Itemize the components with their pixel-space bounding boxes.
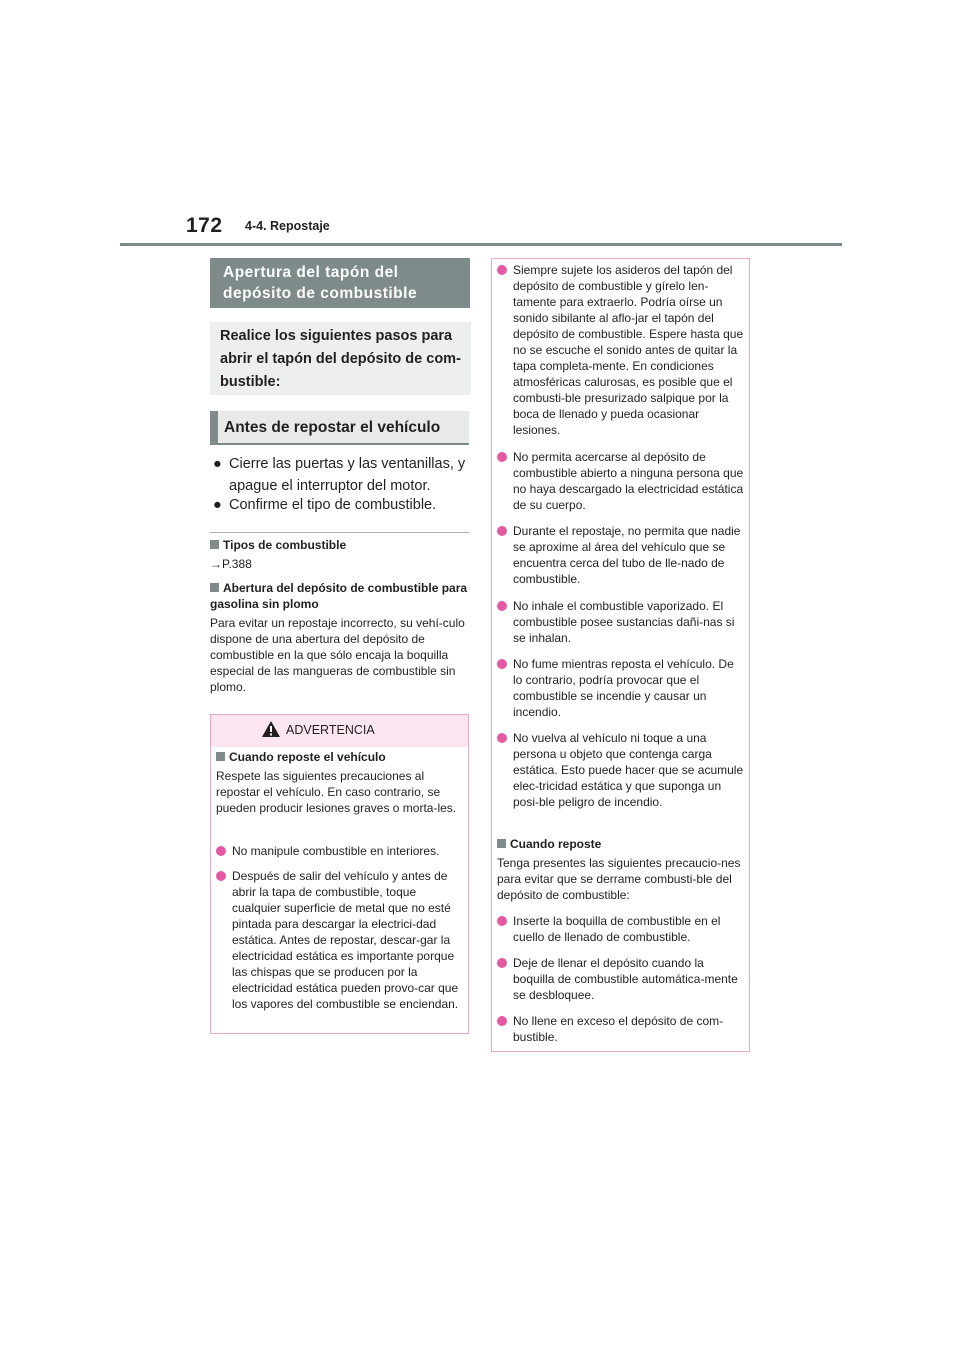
bullet-dot-icon — [497, 958, 507, 968]
square-bullet-icon — [497, 839, 506, 848]
intro-box: Realice los siguientes pasos para abrir el tapón del depósito de com-bustible: — [210, 322, 471, 395]
warning-item: No manipule combustible en interiores. — [216, 843, 466, 861]
fuel-types-title: Tipos de combustible — [210, 537, 470, 553]
bullet-dot-icon — [497, 916, 507, 926]
bullet-dot-icon — [497, 265, 507, 275]
warning-intro: Tenga presentes las siguientes precaucio-nes para evitar que se derrame combusti-ble del depósito de combustible: — [497, 856, 741, 902]
bullet-dot-icon — [497, 659, 507, 669]
warning-subtitle: Cuando reposte — [497, 836, 747, 852]
bullet-dot-icon — [497, 1016, 507, 1026]
section-title: 4-4. Repostaje — [245, 219, 330, 233]
warning-item: No inhale el combustible vaporizado. El combustible posee sustancias dañi-nas si se inhalan. — [497, 598, 747, 646]
warning-item: No permita acercarse al depósito de combustible abierto a ninguna persona que no haya descargado la electricidad estática de su cuerpo. — [497, 449, 747, 515]
page-reference: →P.388 — [210, 557, 252, 571]
page-number: 172 — [186, 214, 223, 237]
square-bullet-icon — [210, 540, 219, 549]
warning-intro: Respete las siguientes precauciones al repostar el vehículo. En caso contrario, se pueden producir lesiones graves o morta-les. — [216, 769, 457, 815]
sub-heading: Antes de repostar el vehículo — [210, 411, 469, 445]
opening-body: Para evitar un repostaje incorrecto, su vehí-culo dispone de una abertura del depósito de combustible en la que sólo encaja la boquilla especial de las mangueras de combustible sin plomo. — [210, 616, 465, 694]
main-heading: Apertura del tapón del depósito de combustible — [210, 258, 470, 308]
warning-icon — [261, 720, 281, 738]
warning-header — [211, 715, 468, 747]
warning-item: Inserte la boquilla de combustible en el cuello de llenado de combustible. — [497, 913, 747, 947]
warning-box — [210, 714, 469, 1034]
warning-item: Después de salir del vehículo y antes de abrir la tapa de combustible, toque cualquier superficie de metal que no esté pintada para descargar la electrici-dad estática. Antes de repostar, descar-gar la electricidad estática es importante porque las chispas que se producen por la electricidad estática pueden provo-car que los vapores del combustible se enciendan. — [216, 868, 466, 1028]
bullet-dot-icon — [497, 526, 507, 536]
warning-item: Deje de llenar el depósito cuando la boquilla de combustible automática-mente se desbloquee. — [497, 955, 747, 1005]
bullet-dot-icon — [216, 871, 226, 881]
bullet-item: ● Cierre las puertas y las ventanillas, y apague el interruptor del motor. — [213, 456, 466, 494]
warning-subtitle: Cuando reposte el vehículo — [216, 749, 466, 765]
opening-title: Abertura del depósito de combustible para gasolina sin plomo — [210, 581, 468, 611]
header-rule — [120, 243, 842, 246]
bullet-dot-icon — [497, 733, 507, 743]
warning-box-continued — [491, 258, 750, 1052]
bullet-item: ● Confirme el tipo de combustible. — [213, 497, 437, 513]
warning-item: Siempre sujete los asideros del tapón del depósito de combustible y gírelo len-tamente para extraerlo. Podría oírse un sonido sibilante al aflo-jar el tapón del depósito de combustible. Espere hasta que no se escuche el sonido antes de quitar la tapa completa-mente. En condiciones atmosféricas calurosas, es posible que el combusti-ble presurizado salpique por la boca de llenado y pueda ocasionar lesiones. — [497, 262, 747, 438]
warning-label: ADVERTENCIA — [286, 723, 375, 737]
divider — [210, 532, 469, 533]
bullet-dot-icon — [497, 452, 507, 462]
bullet-dot-icon — [497, 601, 507, 611]
square-bullet-icon — [216, 752, 225, 761]
warning-item: No llene en exceso el depósito de com-bustible. — [497, 1013, 747, 1047]
bullet-dot-icon — [216, 846, 226, 856]
square-bullet-icon — [210, 583, 219, 592]
warning-item: No fume mientras reposta el vehículo. De lo contrario, podría provocar que el combustible se incendie y causar un incendio. — [497, 656, 747, 722]
warning-item: Durante el repostaje, no permita que nadie se aproxime al área del vehículo que se encuentra cerca del tubo de lle-nado de combustible. — [497, 523, 747, 589]
warning-item: No vuelva al vehículo ni toque a una persona u objeto que contenga carga estática. Esto puede hacer que se acumule elec-tricidad estática y que suponga un posi-ble peligro de incendio. — [497, 730, 747, 828]
